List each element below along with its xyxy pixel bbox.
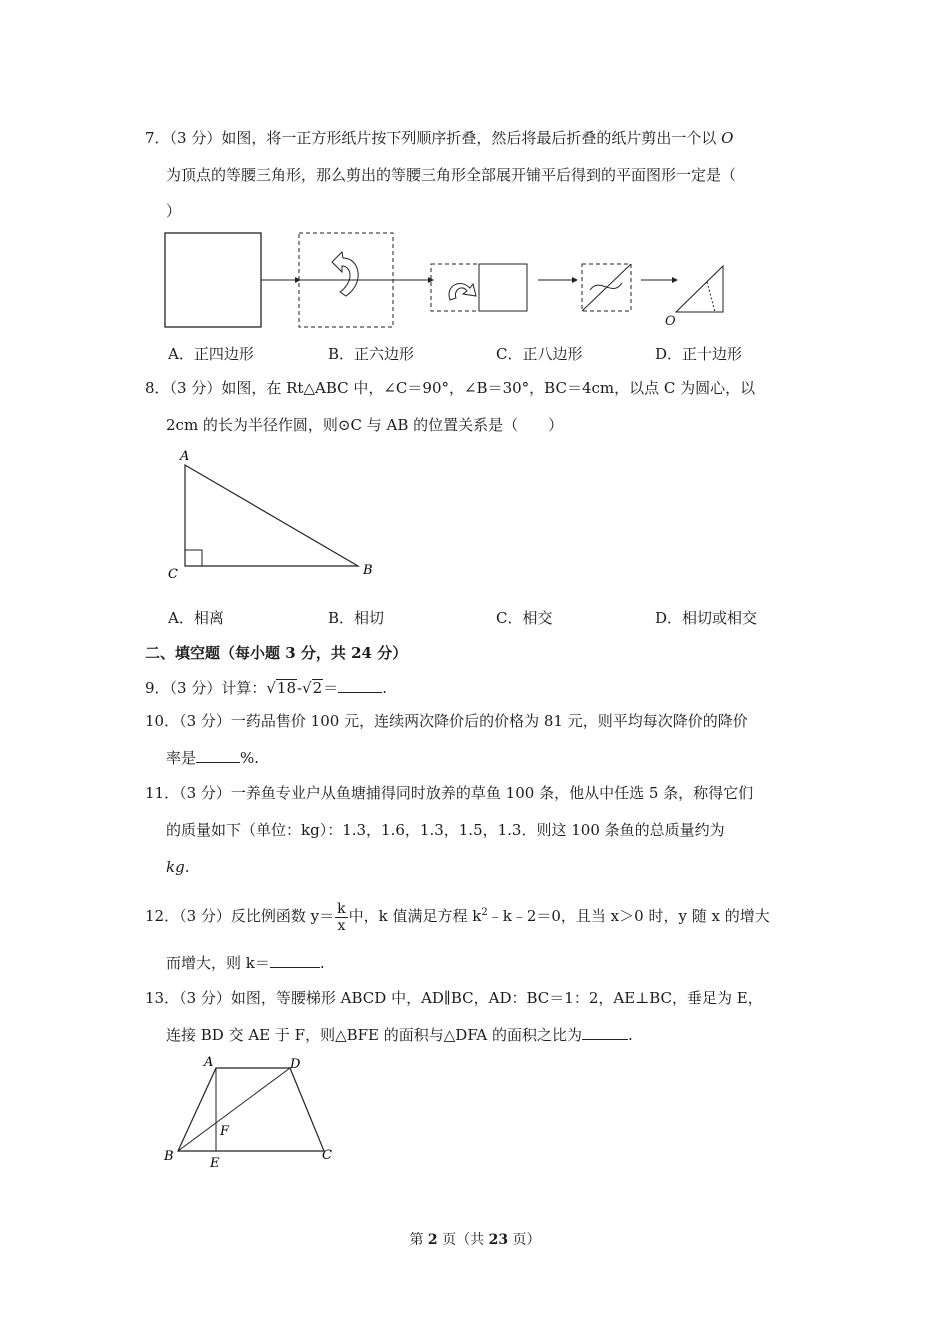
point-c-label: C — [322, 1148, 332, 1163]
point-o-label: O — [665, 314, 676, 329]
point-e-label: E — [210, 1156, 220, 1171]
fold-step-3 — [479, 264, 527, 311]
q7-option-a: A．正四边形 — [168, 345, 254, 363]
q10-line2: 率是 %. — [166, 749, 260, 767]
q11-line3: kg. — [166, 858, 190, 876]
q13-blank — [582, 1025, 628, 1040]
q13-line1: 13．（3 分）如图，等腰梯形 ABCD 中，AD∥BC，AD：BC＝1：2，AE⊥BC，垂足为 E， — [145, 989, 763, 1007]
q7-option-c: C．正八边形 — [496, 345, 583, 363]
point-b-label: B — [164, 1149, 174, 1164]
q8-option-c: C．相交 — [496, 609, 553, 627]
fold-step-5 — [676, 266, 723, 312]
q10-line1: 10．（3 分）一药品售价 100 元，连续两次降价后的价格为 81 元，则平均每次降价的降价 — [145, 712, 748, 730]
point-f-label: F — [220, 1124, 230, 1139]
point-c-label: C — [168, 567, 178, 582]
q7-line1: 7．（3 分）如图，将一正方形纸片按下列顺序折叠，然后将最后折叠的纸片剪出一个以 O — [145, 129, 734, 147]
q13-trapezoid-figure — [160, 1052, 350, 1177]
q8-option-a: A．相离 — [168, 609, 224, 627]
q12-line1: 12．（3 分）反比例函数 y＝ $\frac{k}{x}$ 中，k 值满足方程 $k^2﹣k﹣2=0$，且当 x＞0 时，y 随 x 的增大 — [145, 900, 770, 934]
page-footer: 第 2 页（共 23 页） — [409, 1232, 541, 1248]
q12-fraction: $\frac{k}{x}$ — [337, 900, 346, 934]
q11-line2: 的质量如下（单位：kg）：1.3，1.6，1.3，1.5，1.3．则这 100 条鱼的总质量约为 — [166, 821, 725, 839]
q10-blank — [196, 748, 240, 763]
q11-line1: 11．（3 分）一养鱼专业户从鱼塘捕得同时放养的草鱼 100 条，他从中任选 5 条，称得它们 — [145, 784, 754, 802]
q8-option-b: B．相切 — [328, 609, 385, 627]
fold-arrow-2 — [449, 284, 476, 300]
fold-arrow-1 — [332, 252, 358, 296]
q7-folding-figure — [160, 228, 740, 333]
q12-line2: 而增大，则 k＝ . — [166, 954, 325, 972]
q7-line3: ） — [166, 202, 182, 220]
q8-triangle-figure — [160, 440, 390, 585]
q9-line: 9．（3 分）计算：√18-√2＝ . — [145, 679, 387, 697]
q9-blank — [338, 678, 382, 693]
point-d-label: D — [290, 1057, 301, 1072]
q8-line1: 8．（3 分）如图，在 Rt△ABC 中，∠C＝90°，∠B＝30°，BC＝4cm，以点 C 为圆心，以 — [145, 379, 756, 397]
q7-option-d: D．正十边形 — [655, 345, 743, 363]
q13-line2: 连接 BD 交 AE 于 F，则△BFE 的面积与△DFA 的面积之比为 . — [166, 1026, 633, 1044]
point-a-label: A — [204, 1055, 214, 1070]
q12-blank — [270, 953, 320, 968]
point-a-label: A — [180, 449, 190, 464]
q7-option-b: B．正六边形 — [328, 345, 415, 363]
fold-step-1 — [165, 233, 261, 327]
q8-option-d: D．相切或相交 — [655, 609, 758, 627]
q8-line2: 2cm 的长为半径作圆，则⊙C 与 AB 的位置关系是（ ） — [166, 416, 564, 434]
q7-line2: 为顶点的等腰三角形，那么剪出的等腰三角形全部展开铺平后得到的平面图形一定是（ — [166, 166, 737, 184]
point-b-label: B — [363, 563, 373, 578]
section-title: 二、填空题（每小题 3 分，共 24 分） — [145, 644, 408, 662]
